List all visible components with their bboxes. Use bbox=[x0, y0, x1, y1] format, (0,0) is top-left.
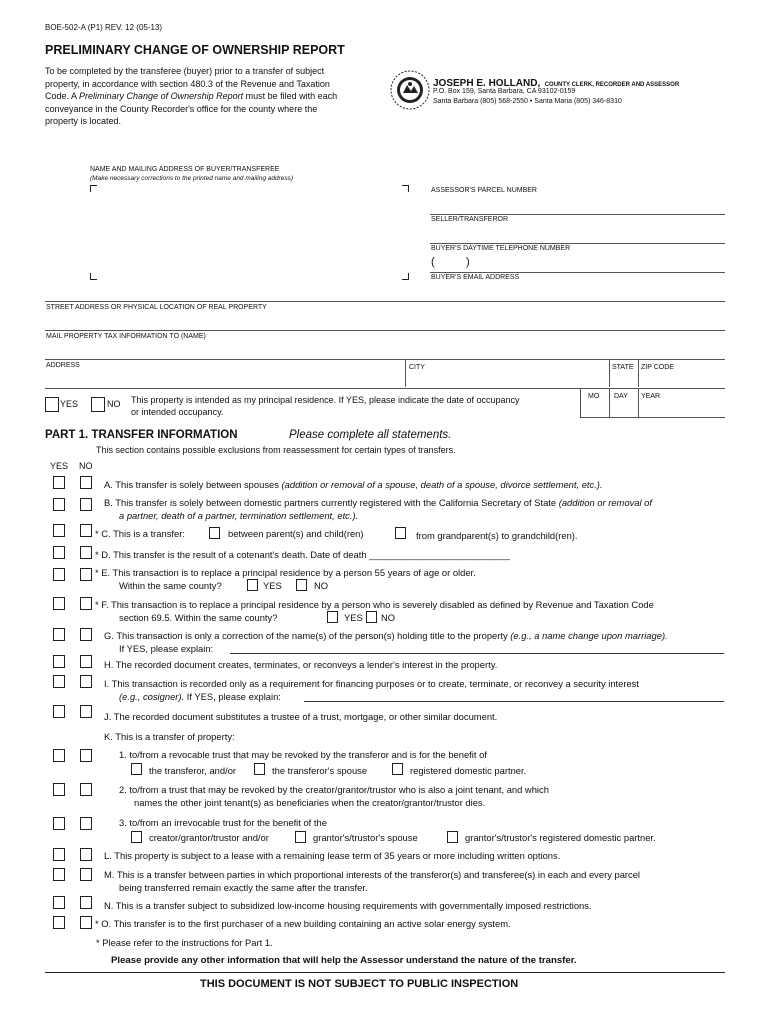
statement-A: A. This transfer is solely between spouses (addition or removal of a spouse, death of a spouse, divorce settlement, etc.). bbox=[104, 479, 603, 490]
statement-F: * F. This transaction is to replace a principal residence by a person who is severely disabled as defined by Revenue and Taxation Code bbox=[95, 599, 654, 610]
C-no-checkbox[interactable] bbox=[80, 524, 92, 537]
part1-footnote: * Please refer to the instructions for Part 1. bbox=[96, 937, 273, 948]
F-yes-checkbox[interactable] bbox=[53, 597, 65, 610]
D-yes-checkbox[interactable] bbox=[53, 546, 65, 559]
form-title: PRELIMINARY CHANGE OF OWNERSHIP REPORT bbox=[45, 43, 345, 57]
O-no-checkbox[interactable] bbox=[80, 916, 92, 929]
part1-heading-note: Please complete all statements. bbox=[289, 429, 452, 441]
yes-column-header: YES bbox=[50, 461, 69, 471]
K1-option-spouse: the transferor's spouse bbox=[272, 765, 368, 776]
G-no-checkbox[interactable] bbox=[80, 628, 92, 641]
residence-yes-checkbox[interactable] bbox=[45, 397, 59, 412]
form-id: BOE-502-A (P1) REV. 12 (05-13) bbox=[45, 23, 163, 32]
state-label: STATE bbox=[612, 364, 634, 371]
I-no-checkbox[interactable] bbox=[80, 675, 92, 688]
county-seal-icon bbox=[389, 69, 431, 111]
occupancy-day-field[interactable] bbox=[612, 401, 636, 416]
A-yes-checkbox[interactable] bbox=[53, 476, 65, 489]
F-same-county-yes-label: YES bbox=[344, 612, 363, 623]
parcel-label: ASSESSOR'S PARCEL NUMBER bbox=[431, 187, 537, 194]
K1-option-transferor: the transferor, and/or bbox=[149, 765, 237, 776]
I-explain-line bbox=[304, 701, 724, 702]
residence-no-checkbox[interactable] bbox=[91, 397, 105, 412]
K1-spouse-checkbox[interactable] bbox=[254, 763, 265, 775]
H-no-checkbox[interactable] bbox=[80, 655, 92, 668]
K1-yes-checkbox[interactable] bbox=[53, 749, 65, 762]
A-no-checkbox[interactable] bbox=[80, 476, 92, 489]
part1-closing-note: Please provide any other information that will help the Assessor understand the nature of the transfer. bbox=[111, 955, 577, 966]
D-no-checkbox[interactable] bbox=[80, 546, 92, 559]
statement-K2-cont: names the other joint tenant(s) as beneficiaries when the creator/grantor/trustor dies. bbox=[134, 797, 486, 808]
E-no-checkbox[interactable] bbox=[80, 568, 92, 581]
F-same-county-no-checkbox[interactable] bbox=[366, 611, 377, 623]
seller-label: SELLER/TRANSFEROR bbox=[431, 216, 509, 223]
K3-yes-checkbox[interactable] bbox=[53, 817, 65, 830]
K1-option-partner: registered domestic partner. bbox=[410, 765, 527, 776]
statement-I: I. This transaction is recorded only as a requirement for financing purposes or to create, terminate, or reconvey a security interest bbox=[104, 678, 639, 689]
residence-no-label: NO bbox=[107, 399, 121, 409]
C-grandparent-checkbox[interactable] bbox=[395, 527, 406, 539]
statement-M-cont: being transferred remain exactly the same after the transfer. bbox=[119, 882, 368, 893]
statement-K2: 2. to/from a trust that may be revoked by the creator/grantor/trustor who is also a joint tenant, and which bbox=[119, 784, 549, 795]
occupancy-month-field[interactable] bbox=[583, 401, 608, 416]
F-same-county-no-label: NO bbox=[381, 612, 396, 623]
K3-partner-checkbox[interactable] bbox=[447, 831, 458, 843]
corner-mark bbox=[402, 273, 409, 280]
N-no-checkbox[interactable] bbox=[80, 896, 92, 909]
G-yes-checkbox[interactable] bbox=[53, 628, 65, 641]
residence-text: This property is intended as my principal residence. If YES, please indicate the date of occupancy or intended occupancy. bbox=[131, 395, 520, 417]
seller-field[interactable] bbox=[430, 224, 723, 242]
no-column-header: NO bbox=[79, 461, 93, 471]
statement-J: J. The recorded document substitutes a trustee of a trust, mortgage, or other similar document. bbox=[104, 711, 498, 722]
C-yes-checkbox[interactable] bbox=[53, 524, 65, 537]
K1-partner-checkbox[interactable] bbox=[392, 763, 403, 775]
residence-yes-label: YES bbox=[60, 399, 79, 409]
K3-option-creator: creator/grantor/trustor and/or bbox=[149, 832, 269, 843]
statement-H: H. The recorded document creates, terminates, or reconveys a lender's interest in the property. bbox=[104, 659, 498, 670]
B-no-checkbox[interactable] bbox=[80, 498, 92, 511]
statement-C: * C. This is a transfer: bbox=[95, 528, 185, 539]
address-field[interactable] bbox=[46, 370, 402, 387]
divider bbox=[580, 417, 725, 418]
E-same-county-yes-label: YES bbox=[263, 580, 282, 591]
city-field[interactable] bbox=[409, 372, 606, 387]
C-option-grandparent: from grandparent(s) to grandchild(ren). bbox=[416, 530, 578, 541]
E-same-county-no-checkbox[interactable] bbox=[296, 579, 307, 591]
day-label: DAY bbox=[614, 393, 628, 400]
mail-tax-label: MAIL PROPERTY TAX INFORMATION TO (NAME) bbox=[46, 333, 206, 340]
K3-option-spouse: grantor's/trustor's spouse bbox=[313, 832, 418, 843]
buyer-sublabel: (Make necessary corrections to the printed name and mailing address) bbox=[90, 175, 294, 182]
part1-subtext: This section contains possible exclusions from reassessment for certain types of transfers. bbox=[96, 445, 456, 455]
city-label: CITY bbox=[409, 364, 425, 371]
L-yes-checkbox[interactable] bbox=[53, 848, 65, 861]
address-label: ADDRESS bbox=[46, 362, 80, 369]
statement-B-cont: a partner, death of a partner, termination settlement, etc.). bbox=[119, 510, 359, 521]
occupancy-year-field[interactable] bbox=[641, 401, 723, 416]
statement-F-same-county: section 69.5. Within the same county? bbox=[119, 612, 278, 623]
corner-mark bbox=[90, 273, 97, 280]
J-no-checkbox[interactable] bbox=[80, 705, 92, 718]
parcel-number-field[interactable] bbox=[430, 195, 723, 214]
statement-K3: 3. to/from an irrevocable trust for the benefit of the bbox=[119, 817, 327, 828]
statement-E: * E. This transaction is to replace a principal residence by a person 55 years of age or older. bbox=[95, 567, 476, 578]
email-label: BUYER'S EMAIL ADDRESS bbox=[431, 274, 520, 281]
statement-M: M. This is a transfer between parties in which proportional interests of the transferor(s) and transferee(s) in each and every parcel bbox=[104, 869, 641, 880]
L-no-checkbox[interactable] bbox=[80, 848, 92, 861]
K3-no-checkbox[interactable] bbox=[80, 817, 92, 830]
phone-paren-open: ( bbox=[431, 256, 435, 268]
H-yes-checkbox[interactable] bbox=[53, 655, 65, 668]
K1-no-checkbox[interactable] bbox=[80, 749, 92, 762]
divider bbox=[609, 389, 610, 417]
street-label: STREET ADDRESS OR PHYSICAL LOCATION OF REAL PROPERTY bbox=[46, 304, 267, 311]
statement-D: * D. This transfer is the result of a cotenant's death. Date of death ___________________________ bbox=[95, 549, 510, 560]
statement-O: * O. This transfer is to the first purchaser of a new building containing an active solar energy system. bbox=[95, 918, 511, 929]
divider bbox=[430, 243, 725, 244]
G-explain-field[interactable] bbox=[230, 641, 724, 653]
state-field[interactable] bbox=[612, 372, 636, 387]
buyer-name-address-field[interactable] bbox=[96, 190, 396, 272]
zip-field[interactable] bbox=[641, 372, 723, 387]
statement-G-explain: If YES, please explain: bbox=[119, 643, 214, 654]
part1-heading: PART 1. TRANSFER INFORMATION bbox=[45, 429, 238, 441]
K1-transferor-checkbox[interactable] bbox=[131, 763, 142, 775]
statement-K: K. This is a transfer of property: bbox=[104, 731, 235, 742]
intro-text: To be completed by the transferee (buyer) prior to a transfer of subject property, in accordance with section 480.3 of the Revenue and Taxation Code. A Preliminary Change of Ownership Report must be filed with each conveyance in the County Recorder's office for the county where the property is located. bbox=[45, 66, 338, 126]
divider bbox=[45, 359, 725, 360]
M-no-checkbox[interactable] bbox=[80, 868, 92, 881]
divider bbox=[45, 388, 725, 389]
statement-B: B. This transfer is solely between domestic partners currently registered with the California Secretary of State (addition or removal of bbox=[104, 497, 652, 508]
I-yes-checkbox[interactable] bbox=[53, 675, 65, 688]
divider bbox=[405, 359, 406, 387]
I-explain-field[interactable] bbox=[304, 689, 724, 701]
divider bbox=[638, 359, 639, 387]
B-yes-checkbox[interactable] bbox=[53, 498, 65, 511]
county-address: P.O. Box 159, Santa Barbara, CA 93102-0159 bbox=[433, 88, 576, 95]
footer-notice: THIS DOCUMENT IS NOT SUBJECT TO PUBLIC INSPECTION bbox=[200, 978, 519, 990]
E-yes-checkbox[interactable] bbox=[53, 568, 65, 581]
K3-creator-checkbox[interactable] bbox=[131, 831, 142, 843]
K2-no-checkbox[interactable] bbox=[80, 783, 92, 796]
divider bbox=[430, 214, 725, 215]
year-label: YEAR bbox=[641, 393, 661, 400]
divider bbox=[580, 389, 581, 417]
F-same-county-yes-checkbox[interactable] bbox=[327, 611, 338, 623]
C-option-parent-child: between parent(s) and child(ren) bbox=[228, 528, 364, 539]
zip-label: ZIP CODE bbox=[641, 364, 674, 371]
divider bbox=[45, 301, 725, 302]
phone-paren-close: ) bbox=[466, 256, 470, 268]
street-address-field[interactable] bbox=[46, 312, 722, 329]
divider bbox=[430, 272, 725, 273]
O-yes-checkbox[interactable] bbox=[53, 916, 65, 929]
divider bbox=[638, 389, 639, 417]
N-yes-checkbox[interactable] bbox=[53, 896, 65, 909]
K2-yes-checkbox[interactable] bbox=[53, 783, 65, 796]
statement-G: G. This transaction is only a correction of the name(s) of the person(s) holding title to the property (e.g., a name change upon marriage). bbox=[104, 630, 668, 641]
F-no-checkbox[interactable] bbox=[80, 597, 92, 610]
phone-label: BUYER'S DAYTIME TELEPHONE NUMBER bbox=[431, 245, 571, 252]
county-phones: Santa Barbara (805) 568-2550 • Santa Maria (805) 346-8310 bbox=[433, 98, 622, 105]
statement-K1: 1. to/from a revocable trust that may be revoked by the transferor and is for the benefit of bbox=[119, 749, 487, 760]
county-header: JOSEPH E. HOLLAND, COUNTY CLERK, RECORDER AND ASSESSOR bbox=[433, 78, 680, 89]
corner-mark bbox=[402, 185, 409, 192]
C-parent-child-checkbox[interactable] bbox=[209, 527, 220, 539]
buyer-label: NAME AND MAILING ADDRESS OF BUYER/TRANSFEREE bbox=[90, 166, 280, 173]
divider bbox=[45, 330, 725, 331]
M-yes-checkbox[interactable] bbox=[53, 868, 65, 881]
email-field[interactable] bbox=[430, 282, 723, 300]
J-yes-checkbox[interactable] bbox=[53, 705, 65, 718]
mo-label: MO bbox=[588, 393, 600, 400]
phone-field[interactable] bbox=[440, 256, 720, 270]
statement-L: L. This property is subject to a lease with a remaining lease term of 35 years or more including written options. bbox=[104, 850, 561, 861]
statement-E-same-county: Within the same county? bbox=[119, 580, 222, 591]
statement-N: N. This is a transfer subject to subsidized low-income housing requirements with governmentally imposed restrictions. bbox=[104, 900, 592, 911]
K3-option-partner: grantor's/trustor's registered domestic partner. bbox=[465, 832, 656, 843]
statement-I-explain: (e.g., cosigner). If YES, please explain: bbox=[119, 691, 281, 702]
G-explain-line bbox=[230, 653, 724, 654]
E-same-county-no-label: NO bbox=[314, 580, 329, 591]
E-same-county-yes-checkbox[interactable] bbox=[247, 579, 258, 591]
mail-tax-name-field[interactable] bbox=[46, 341, 722, 358]
K3-spouse-checkbox[interactable] bbox=[295, 831, 306, 843]
divider bbox=[609, 359, 610, 387]
